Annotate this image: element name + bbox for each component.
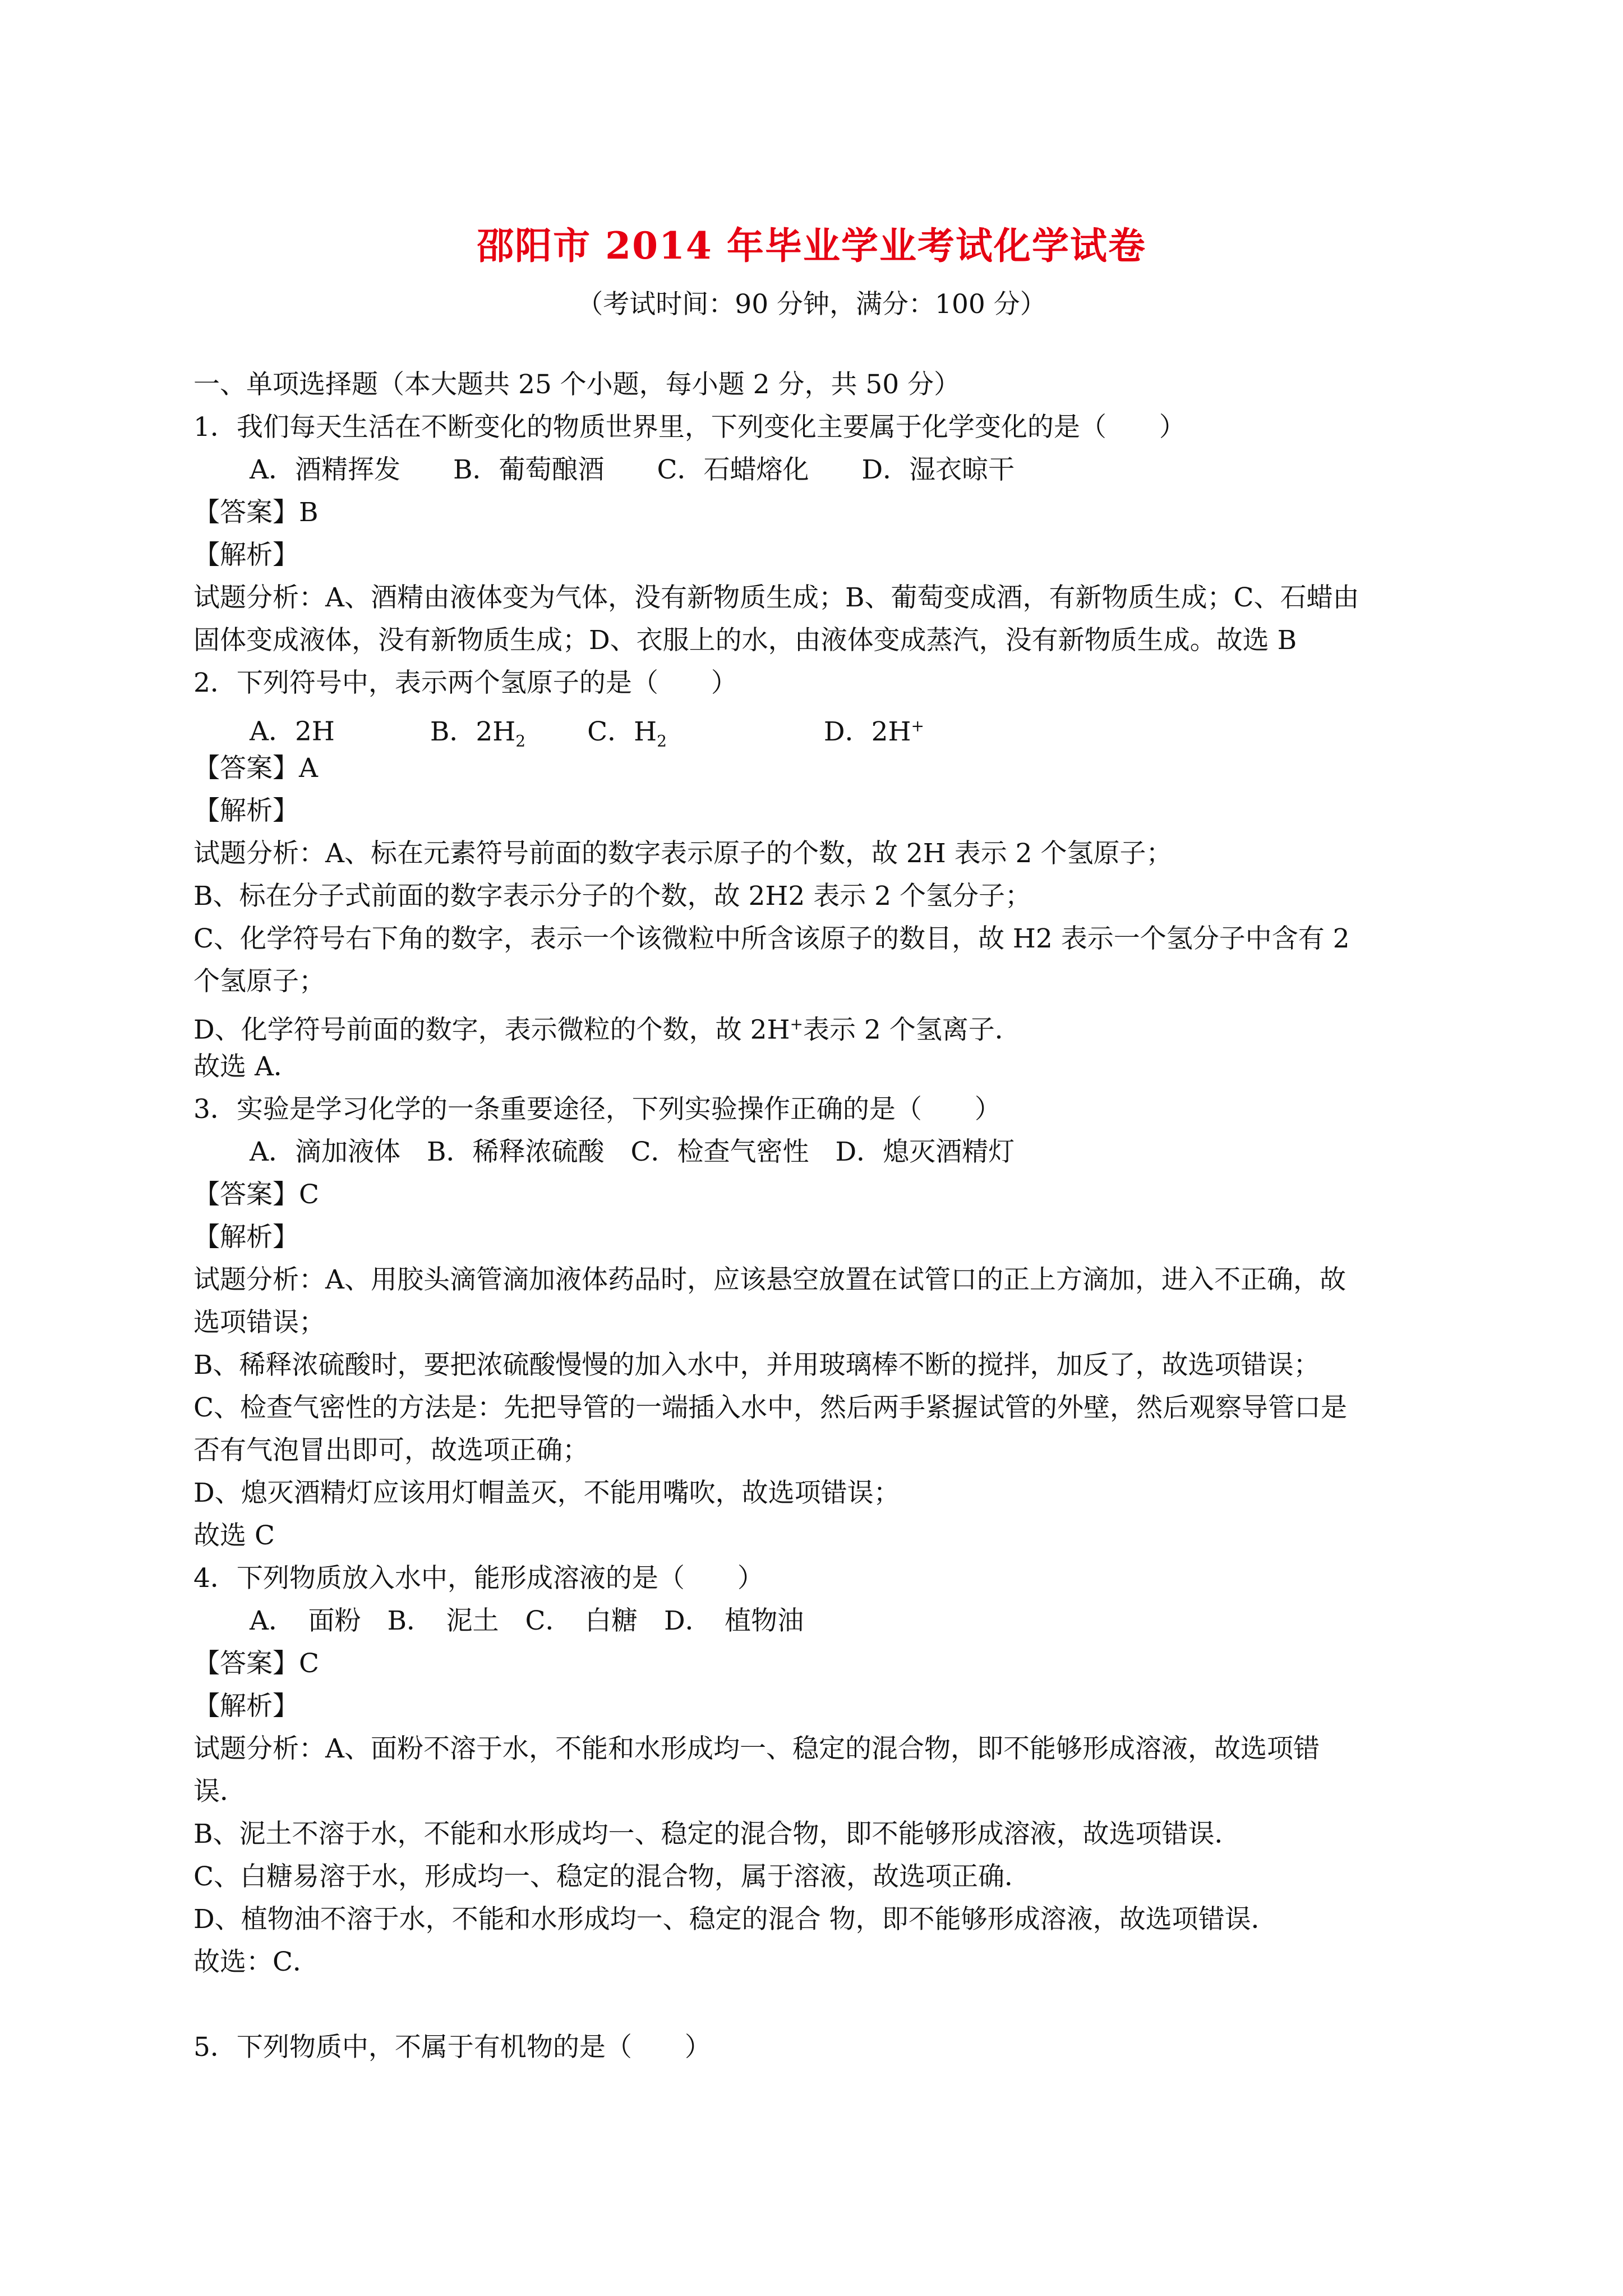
q1-analysis-label: 【解析】 xyxy=(193,540,299,570)
q4-answer: 【答案】C xyxy=(193,1648,319,1679)
q1-analysis-line: 固体变成液体，没有新物质生成；D、衣服上的水，由液体变成蒸汽，没有新物质生成。故选 B xyxy=(193,625,1297,656)
exam-body xyxy=(193,364,1444,2069)
q1-analysis-line: 试题分析：A、酒精由液体变为气体，没有新物质生成；B、葡萄变成酒，有新物质生成；C、石蜡由 xyxy=(193,582,1359,613)
spacer xyxy=(193,1984,1444,2026)
q3-stem: 3．实验是学习化学的一条重要途径，下列实验操作正确的是（ ） xyxy=(193,1094,1001,1125)
q4-analysis-label: 【解析】 xyxy=(193,1691,299,1722)
section-heading: 一、单项选择题（本大题共 25 个小题，每小题 2 分，共 50 分） xyxy=(193,369,961,400)
exam-title: 邵阳市 2014 年毕业学业考试化学试卷 xyxy=(477,224,1146,268)
q4-options: A． 面粉 B． 泥土 C． 白糖 D． 植物油 xyxy=(250,1605,804,1636)
q2-option-d: D．2H+ xyxy=(823,716,924,747)
exam-subtitle: （考试时间：90 分钟，满分：100 分） xyxy=(577,289,1046,320)
q1-options: A．酒精挥发 B．葡萄酿酒 C．石蜡熔化 D．湿衣晾干 xyxy=(250,454,1015,485)
q1-stem: 1．我们每天生活在不断变化的物质世界里，下列变化主要属于化学变化的是（ ） xyxy=(193,412,1186,443)
q2-analysis-line: D、化学符号前面的数字，表示微粒的个数，故 2H+表示 2 个氢离子． xyxy=(193,1014,1021,1046)
q4-analysis-line: 误． xyxy=(193,1776,246,1807)
q2-analysis-line: 试题分析：A、标在元素符号前面的数字表示原子的个数，故 2H 表示 2 个氢原子； xyxy=(193,838,1173,869)
q2-analysis-label: 【解析】 xyxy=(193,795,299,826)
q4-analysis-line: D、植物油不溶于水，不能和水形成均一、稳定的混合 物，即不能够形成溶液，故选项错误． xyxy=(193,1904,1278,1935)
q3-analysis-line: 选项错误； xyxy=(193,1307,325,1338)
q4-analysis-line: B、泥土不溶于水，不能和水形成均一、稳定的混合物，即不能够形成溶液，故选项错误． xyxy=(193,1819,1241,1849)
q2-option-b: B．$2H_2$ xyxy=(430,716,526,751)
q5-stem: 5．下列物质中，不属于有机物的是（ ） xyxy=(193,2032,711,2063)
q2-stem: 2．下列符号中，表示两个氢原子的是（ ） xyxy=(193,668,737,698)
q1-answer: 【答案】B xyxy=(193,497,319,528)
q2-analysis-line: C、化学符号右下角的数字，表示一个该微粒中所含该原子的数目，故 H2 表示一个氢分子中含有 2 xyxy=(193,923,1350,954)
q3-analysis-line: 否有气泡冒出即可，故选项正确； xyxy=(193,1435,589,1466)
q3-analysis-line: D、熄灭酒精灯应该用灯帽盖灭，不能用嘴吹，故选项错误； xyxy=(193,1478,900,1508)
q3-conclusion: 故选 C xyxy=(193,1520,275,1551)
q3-analysis-line: B、稀释浓硫酸时，要把浓硫酸慢慢的加入水中，并用玻璃棒不断的搅拌，加反了，故选项错误； xyxy=(193,1350,1320,1381)
q2-analysis-line: 个氢原子； xyxy=(193,966,325,997)
q2-conclusion: 故选 A． xyxy=(193,1051,300,1082)
q4-conclusion: 故选：C． xyxy=(193,1947,319,1977)
q2-option-a: A．2H xyxy=(250,716,335,747)
q2-answer: 【答案】A xyxy=(193,753,318,784)
q3-analysis-line: 试题分析：A、用胶头滴管滴加液体药品时，应该悬空放置在试管口的正上方滴加，进入不正确，故 xyxy=(193,1264,1346,1295)
q2-options xyxy=(193,705,1444,751)
q3-answer: 【答案】C xyxy=(193,1179,319,1210)
q4-analysis-line: 试题分析：A、面粉不溶于水，不能和水形成均一、稳定的混合物，即不能够形成溶液，故选项错 xyxy=(193,1733,1320,1764)
q4-stem: 4．下列物质放入水中，能形成溶液的是（ ） xyxy=(193,1563,764,1594)
q3-options: A．滴加液体 B．稀释浓硫酸 C．检查气密性 D．熄灭酒精灯 xyxy=(250,1137,1015,1167)
q3-analysis-label: 【解析】 xyxy=(193,1222,299,1253)
q3-analysis-line: C、检查气密性的方法是：先把导管的一端插入水中，然后两手紧握试管的外壁，然后观察导管口是 xyxy=(193,1392,1347,1423)
q2-option-c: C．$H_2$ xyxy=(587,716,667,751)
q4-analysis-line: C、白糖易溶于水，形成均一、稳定的混合物，属于溶液，故选项正确． xyxy=(193,1861,1031,1892)
q2-analysis-line: B、标在分子式前面的数字表示分子的个数，故 2H2 表示 2 个氢分子； xyxy=(193,881,1031,912)
